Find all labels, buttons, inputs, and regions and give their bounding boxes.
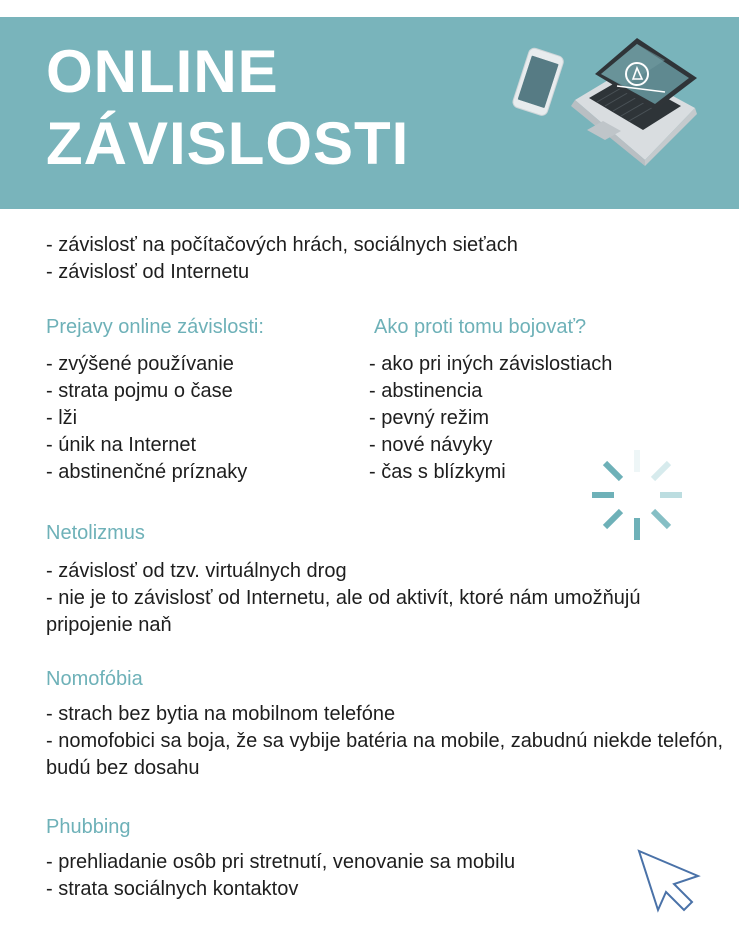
phubbing-list bbox=[46, 849, 515, 903]
list-item: - abstinencia bbox=[369, 380, 483, 402]
list-item: - abstinenčné príznaky bbox=[46, 461, 248, 483]
mouse-cursor-icon bbox=[634, 846, 704, 916]
list-item: - lži bbox=[46, 407, 78, 429]
netolizmus-heading: Netolizmus bbox=[46, 522, 145, 544]
list-item: - závislosť na počítačových hrách, sociálnych sieťach bbox=[46, 234, 518, 256]
nomofobia-heading: Nomofóbia bbox=[46, 668, 143, 690]
fight-list bbox=[369, 351, 612, 486]
intro-list bbox=[46, 232, 518, 286]
list-item: - nie je to závislosť od Internetu, ale od aktivít, ktoré nám umožňujú pripojenie naň bbox=[46, 587, 641, 636]
list-item: - únik na Internet bbox=[46, 434, 197, 456]
top-margin bbox=[0, 0, 739, 17]
list-item: - závislosť od Internetu bbox=[46, 261, 250, 283]
laptop-and-phone-icon bbox=[505, 30, 700, 195]
phubbing-heading: Phubbing bbox=[46, 816, 131, 838]
list-item: - zvýšené používanie bbox=[46, 353, 234, 375]
list-item: - ako pri iných závislostiach bbox=[369, 353, 613, 375]
list-item: - čas s blízkymi bbox=[369, 461, 506, 483]
list-item: - strata sociálnych kontaktov bbox=[46, 878, 299, 900]
list-item: - prehliadanie osôb pri stretnutí, venovanie sa mobilu bbox=[46, 851, 516, 873]
title-line-2: ZÁVISLOSTI bbox=[46, 110, 410, 177]
loading-spinner-icon bbox=[588, 446, 686, 544]
nomofobia-list bbox=[46, 701, 731, 782]
fight-heading: Ako proti tomu bojovať? bbox=[374, 316, 587, 338]
symptoms-heading: Prejavy online závislosti: bbox=[46, 316, 264, 338]
netolizmus-list bbox=[46, 558, 716, 639]
list-item: - strata pojmu o čase bbox=[46, 380, 233, 402]
list-item: - nové návyky bbox=[369, 434, 493, 456]
title-line-1: ONLINE bbox=[46, 38, 279, 105]
list-item: - nomofobici sa boja, že sa vybije batéria na mobile, zabudnú niekde telefón, budú bez dosahu bbox=[46, 730, 724, 779]
list-item: - pevný režim bbox=[369, 407, 490, 429]
symptoms-list bbox=[46, 351, 247, 486]
list-item: - strach bez bytia na mobilnom telefóne bbox=[46, 703, 396, 725]
page-title bbox=[46, 36, 409, 180]
list-item: - závislosť od tzv. virtuálnych drog bbox=[46, 560, 347, 582]
